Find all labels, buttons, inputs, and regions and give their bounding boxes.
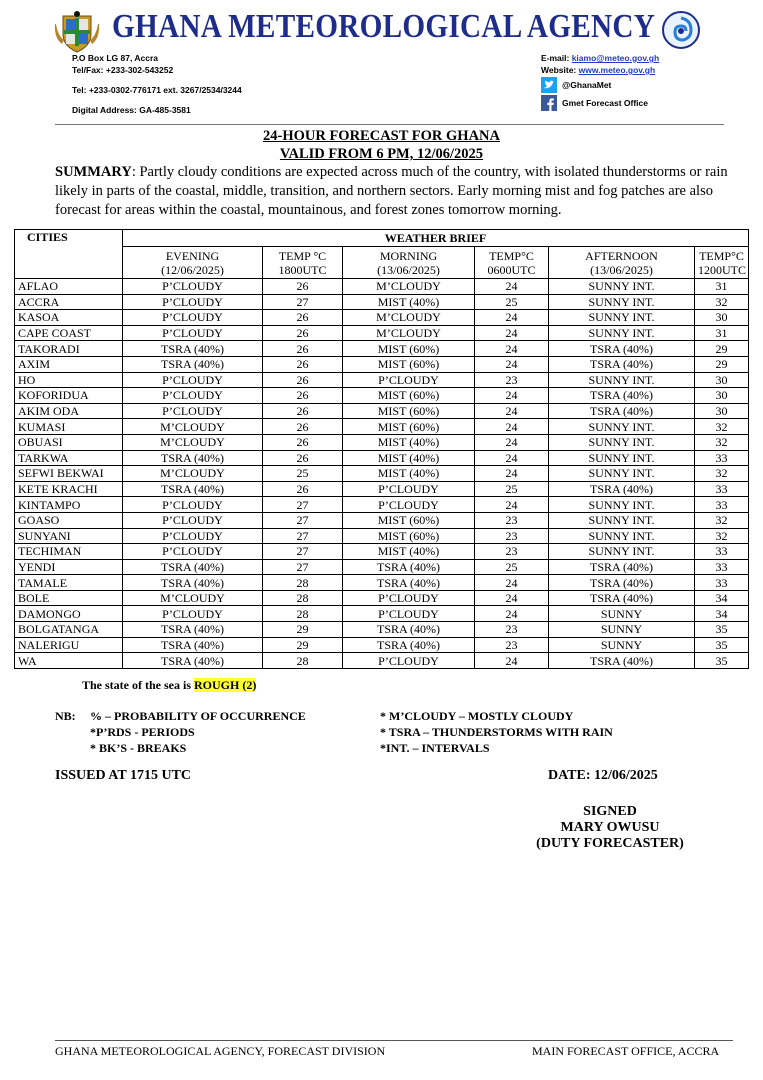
- footer-left: GHANA METEOROLOGICAL AGENCY, FORECAST DIVISION: [55, 1044, 386, 1058]
- table-row: [15, 356, 749, 372]
- cell-afternoon: TSRA (40%): [549, 590, 695, 606]
- table-row: [15, 497, 749, 513]
- cell-temp-1800: 26: [263, 388, 343, 404]
- cell-afternoon: TSRA (40%): [549, 403, 695, 419]
- cell-temp-0600: 24: [475, 575, 549, 591]
- table-row: [15, 434, 749, 450]
- cell-temp-1800: 26: [263, 450, 343, 466]
- cell-afternoon: TSRA (40%): [549, 481, 695, 497]
- cell-afternoon: SUNNY INT.: [549, 544, 695, 560]
- cell-temp-0600: 23: [475, 622, 549, 638]
- cell-morning: M’CLOUDY: [343, 325, 475, 341]
- table-row: [15, 606, 749, 622]
- cell-temp-1200: 32: [695, 466, 749, 482]
- table-row: [15, 544, 749, 560]
- cell-morning: M’CLOUDY: [343, 310, 475, 326]
- cell-city: AFLAO: [15, 279, 123, 295]
- coat-of-arms-icon: [54, 10, 100, 54]
- cell-morning: MIST (40%): [343, 434, 475, 450]
- cell-city: DAMONGO: [15, 606, 123, 622]
- summary-text: : Partly cloudy conditions are expected across much of the country, with isolated thunderstorms or rain likely in parts of the coastal, middle, transition, and northern sectors. Early morning mist and fog patches are also forecast for areas within the coastal, mountainous, and forest zones tomorrow morning.: [55, 164, 728, 218]
- table-row: [15, 622, 749, 638]
- gmet-logo-icon: [661, 10, 701, 50]
- cell-temp-1800: 27: [263, 294, 343, 310]
- notes-left: [90, 708, 306, 756]
- cell-temp-0600: 24: [475, 497, 549, 513]
- cell-afternoon: SUNNY INT.: [549, 450, 695, 466]
- cell-temp-1200: 35: [695, 653, 749, 669]
- cell-temp-0600: 23: [475, 544, 549, 560]
- cell-temp-1800: 27: [263, 559, 343, 575]
- cell-evening: TSRA (40%): [123, 481, 263, 497]
- cell-temp-0600: 24: [475, 653, 549, 669]
- cell-temp-1800: 25: [263, 466, 343, 482]
- table-row: [15, 481, 749, 497]
- cell-evening: TSRA (40%): [123, 341, 263, 357]
- cell-morning: P’CLOUDY: [343, 606, 475, 622]
- cell-afternoon: SUNNY INT.: [549, 512, 695, 528]
- cell-city: KETE KRACHI: [15, 481, 123, 497]
- cell-city: WA: [15, 653, 123, 669]
- cell-evening: P’CLOUDY: [123, 294, 263, 310]
- cell-city: TAMALE: [15, 575, 123, 591]
- cities-header: CITIES: [15, 230, 123, 279]
- cell-afternoon: TSRA (40%): [549, 356, 695, 372]
- cell-temp-1200: 33: [695, 544, 749, 560]
- col-temp-1800: TEMP °C 1800UTC: [263, 247, 343, 279]
- cell-evening: P’CLOUDY: [123, 606, 263, 622]
- cell-evening: TSRA (40%): [123, 356, 263, 372]
- cell-morning: TSRA (40%): [343, 575, 475, 591]
- forecast-title: 24-HOUR FORECAST FOR GHANA: [263, 128, 500, 144]
- cell-afternoon: TSRA (40%): [549, 575, 695, 591]
- cell-morning: MIST (40%): [343, 466, 475, 482]
- cell-temp-1200: 32: [695, 294, 749, 310]
- forecaster-name: MARY OWUSU: [560, 820, 660, 835]
- table-row: [15, 637, 749, 653]
- twitter-icon: [541, 77, 557, 93]
- cell-temp-1200: 32: [695, 528, 749, 544]
- signature-block: [520, 804, 700, 852]
- cell-temp-1800: 26: [263, 341, 343, 357]
- cell-temp-1200: 30: [695, 372, 749, 388]
- cell-temp-1200: 33: [695, 450, 749, 466]
- cell-temp-1200: 32: [695, 512, 749, 528]
- cell-temp-0600: 25: [475, 481, 549, 497]
- cell-evening: TSRA (40%): [123, 450, 263, 466]
- website-link[interactable]: www.meteo.gov.gh: [578, 65, 656, 75]
- cell-evening: P’CLOUDY: [123, 544, 263, 560]
- table-row: [15, 372, 749, 388]
- note-breaks: * BK’S - BREAKS: [90, 741, 187, 755]
- cell-temp-1800: 29: [263, 637, 343, 653]
- sea-state-value: ROUGH (2): [193, 678, 257, 692]
- cell-evening: P’CLOUDY: [123, 497, 263, 513]
- cell-city: BOLGATANGA: [15, 622, 123, 638]
- cell-temp-1200: 31: [695, 325, 749, 341]
- cell-morning: TSRA (40%): [343, 637, 475, 653]
- cell-temp-1200: 32: [695, 434, 749, 450]
- cell-afternoon: TSRA (40%): [549, 653, 695, 669]
- cell-morning: P’CLOUDY: [343, 372, 475, 388]
- footer-divider: [55, 1040, 733, 1041]
- cell-temp-1800: 28: [263, 575, 343, 591]
- cell-city: TARKWA: [15, 450, 123, 466]
- cell-temp-1800: 26: [263, 481, 343, 497]
- cell-temp-0600: 23: [475, 637, 549, 653]
- note-periods: *P’RDS - PERIODS: [90, 725, 195, 739]
- column-header-row: [15, 247, 749, 279]
- facebook-icon: [541, 95, 557, 111]
- cell-afternoon: SUNNY INT.: [549, 325, 695, 341]
- cell-evening: P’CLOUDY: [123, 279, 263, 295]
- note-probability: % – PROBABILITY OF OCCURRENCE: [90, 709, 306, 723]
- cell-temp-0600: 24: [475, 403, 549, 419]
- cell-evening: P’CLOUDY: [123, 512, 263, 528]
- cell-temp-1200: 33: [695, 497, 749, 513]
- table-row: [15, 325, 749, 341]
- cell-temp-0600: 24: [475, 388, 549, 404]
- po-box: P.O Box LG 87, Accra: [72, 53, 158, 63]
- cell-afternoon: TSRA (40%): [549, 388, 695, 404]
- forecast-valid-from: VALID FROM 6 PM, 12/06/2025: [279, 146, 484, 162]
- table-row: [15, 341, 749, 357]
- cell-evening: M’CLOUDY: [123, 434, 263, 450]
- email-link[interactable]: kiamo@meteo.gov.gh: [571, 53, 660, 63]
- tel-fax: Tel/Fax: +233-302-543252: [72, 65, 174, 75]
- cell-city: AKIM ODA: [15, 403, 123, 419]
- cell-temp-1800: 26: [263, 310, 343, 326]
- telephone: Tel: +233-0302-776171 ext. 3267/2534/3244: [72, 85, 242, 95]
- note-tsra: * TSRA – THUNDERSTORMS WITH RAIN: [380, 725, 613, 739]
- signed-label: SIGNED: [583, 804, 637, 819]
- cell-temp-0600: 24: [475, 356, 549, 372]
- table-row: [15, 512, 749, 528]
- cell-evening: P’CLOUDY: [123, 325, 263, 341]
- cell-city: GOASO: [15, 512, 123, 528]
- cell-temp-1200: 30: [695, 388, 749, 404]
- cell-city: TECHIMAN: [15, 544, 123, 560]
- cell-temp-1800: 26: [263, 434, 343, 450]
- cell-morning: MIST (60%): [343, 341, 475, 357]
- cell-morning: P’CLOUDY: [343, 497, 475, 513]
- table-row: [15, 653, 749, 669]
- forecaster-role: (DUTY FORECASTER): [536, 836, 684, 851]
- cell-temp-1800: 27: [263, 497, 343, 513]
- footer-right: MAIN FORECAST OFFICE, ACCRA: [532, 1044, 720, 1058]
- cell-afternoon: SUNNY INT.: [549, 434, 695, 450]
- cell-city: CAPE COAST: [15, 325, 123, 341]
- cell-evening: P’CLOUDY: [123, 310, 263, 326]
- email-label: E-mail:: [541, 53, 572, 63]
- cell-city: KINTAMPO: [15, 497, 123, 513]
- cell-afternoon: TSRA (40%): [549, 559, 695, 575]
- cell-city: BOLE: [15, 590, 123, 606]
- agency-title: GHANA METEOROLOGICAL AGENCY: [112, 8, 656, 45]
- table-row: [15, 590, 749, 606]
- cell-evening: TSRA (40%): [123, 559, 263, 575]
- twitter-handle: @GhanaMet: [562, 80, 612, 90]
- cell-temp-0600: 23: [475, 372, 549, 388]
- col-morning: MORNING (13/06/2025): [343, 247, 475, 279]
- notes-label: NB:: [55, 709, 76, 723]
- table-row: [15, 559, 749, 575]
- cell-temp-1200: 35: [695, 637, 749, 653]
- cell-temp-1800: 27: [263, 528, 343, 544]
- table-row: [15, 403, 749, 419]
- cell-afternoon: SUNNY INT.: [549, 372, 695, 388]
- contact-block-right: [541, 52, 659, 112]
- website-label: Website:: [541, 65, 579, 75]
- forecast-table: [14, 229, 749, 669]
- table-row: [15, 466, 749, 482]
- cell-city: KOFORIDUA: [15, 388, 123, 404]
- cell-morning: P’CLOUDY: [343, 653, 475, 669]
- table-row: [15, 575, 749, 591]
- cell-city: OBUASI: [15, 434, 123, 450]
- cell-temp-1800: 28: [263, 590, 343, 606]
- cell-morning: MIST (60%): [343, 403, 475, 419]
- cell-temp-1200: 30: [695, 310, 749, 326]
- cell-temp-0600: 24: [475, 325, 549, 341]
- summary-label: SUMMARY: [55, 164, 132, 180]
- cell-city: YENDI: [15, 559, 123, 575]
- cell-city: NALERIGU: [15, 637, 123, 653]
- table-row: [15, 279, 749, 295]
- sea-state: [82, 678, 256, 693]
- cell-temp-1200: 34: [695, 590, 749, 606]
- cell-city: HO: [15, 372, 123, 388]
- col-evening: EVENING (12/06/2025): [123, 247, 263, 279]
- cell-temp-1200: 31: [695, 279, 749, 295]
- issue-date: DATE: 12/06/2025: [548, 768, 658, 783]
- note-intervals: *INT. – INTERVALS: [380, 741, 490, 755]
- table-row: [15, 528, 749, 544]
- cell-evening: M’CLOUDY: [123, 419, 263, 435]
- cell-temp-1800: 28: [263, 653, 343, 669]
- cell-evening: M’CLOUDY: [123, 590, 263, 606]
- col-afternoon: AFTERNOON (13/06/2025): [549, 247, 695, 279]
- cell-temp-0600: 25: [475, 294, 549, 310]
- cell-morning: MIST (60%): [343, 388, 475, 404]
- cell-temp-1800: 26: [263, 372, 343, 388]
- cell-temp-0600: 23: [475, 512, 549, 528]
- cell-evening: TSRA (40%): [123, 575, 263, 591]
- cell-temp-1200: 30: [695, 403, 749, 419]
- table-row: [15, 310, 749, 326]
- cell-temp-1200: 33: [695, 575, 749, 591]
- cell-city: ACCRA: [15, 294, 123, 310]
- cell-morning: MIST (60%): [343, 512, 475, 528]
- cell-morning: MIST (40%): [343, 544, 475, 560]
- cell-temp-0600: 24: [475, 466, 549, 482]
- cell-afternoon: SUNNY INT.: [549, 294, 695, 310]
- cell-evening: TSRA (40%): [123, 653, 263, 669]
- col-temp-1200: TEMP°C 1200UTC: [695, 247, 749, 279]
- table-row: [15, 419, 749, 435]
- cell-city: TAKORADI: [15, 341, 123, 357]
- cell-city: AXIM: [15, 356, 123, 372]
- cell-temp-1800: 27: [263, 544, 343, 560]
- facebook-page: Gmet Forecast Office: [562, 98, 648, 108]
- notes-right: [380, 708, 613, 756]
- cell-temp-0600: 24: [475, 341, 549, 357]
- cell-morning: MIST (40%): [343, 294, 475, 310]
- cell-temp-1800: 28: [263, 606, 343, 622]
- cell-temp-1200: 34: [695, 606, 749, 622]
- cell-evening: P’CLOUDY: [123, 528, 263, 544]
- cell-temp-1800: 26: [263, 356, 343, 372]
- issued-time: ISSUED AT 1715 UTC: [55, 768, 192, 783]
- cell-temp-1800: 26: [263, 325, 343, 341]
- header-divider: [55, 124, 724, 125]
- cell-temp-0600: 24: [475, 590, 549, 606]
- cell-city: SUNYANI: [15, 528, 123, 544]
- cell-morning: MIST (40%): [343, 450, 475, 466]
- cell-morning: MIST (60%): [343, 528, 475, 544]
- cell-afternoon: SUNNY INT.: [549, 419, 695, 435]
- cell-evening: TSRA (40%): [123, 637, 263, 653]
- cell-temp-1200: 35: [695, 622, 749, 638]
- cell-temp-1200: 33: [695, 559, 749, 575]
- cell-temp-1800: 26: [263, 403, 343, 419]
- cell-morning: M’CLOUDY: [343, 279, 475, 295]
- col-temp-0600: TEMP°C 0600UTC: [475, 247, 549, 279]
- cell-temp-0600: 24: [475, 606, 549, 622]
- cell-temp-0600: 25: [475, 559, 549, 575]
- contact-block-left: [72, 52, 242, 116]
- cell-afternoon: SUNNY: [549, 637, 695, 653]
- cell-temp-1800: 29: [263, 622, 343, 638]
- cell-morning: MIST (60%): [343, 356, 475, 372]
- cell-afternoon: TSRA (40%): [549, 341, 695, 357]
- cell-evening: TSRA (40%): [123, 622, 263, 638]
- cell-afternoon: SUNNY: [549, 622, 695, 638]
- cell-evening: P’CLOUDY: [123, 403, 263, 419]
- weather-brief-header: WEATHER BRIEF: [123, 230, 749, 247]
- cell-city: KASOA: [15, 310, 123, 326]
- sea-state-text: The state of the sea is: [82, 678, 194, 692]
- cell-temp-1800: 27: [263, 512, 343, 528]
- cell-city: KUMASI: [15, 419, 123, 435]
- cell-temp-0600: 23: [475, 528, 549, 544]
- table-row: [15, 294, 749, 310]
- facebook-row[interactable]: [541, 94, 659, 112]
- cell-temp-1200: 29: [695, 356, 749, 372]
- cell-afternoon: SUNNY INT.: [549, 528, 695, 544]
- cell-temp-0600: 24: [475, 419, 549, 435]
- cell-temp-1800: 26: [263, 419, 343, 435]
- cell-morning: TSRA (40%): [343, 559, 475, 575]
- cell-temp-1200: 33: [695, 481, 749, 497]
- cell-afternoon: SUNNY INT.: [549, 279, 695, 295]
- cell-temp-1200: 29: [695, 341, 749, 357]
- cell-evening: P’CLOUDY: [123, 388, 263, 404]
- cell-temp-0600: 24: [475, 434, 549, 450]
- note-mostly-cloudy: * M’CLOUDY – MOSTLY CLOUDY: [380, 709, 574, 723]
- table-header-row: [15, 230, 749, 247]
- cell-afternoon: SUNNY INT.: [549, 466, 695, 482]
- cell-temp-1200: 32: [695, 419, 749, 435]
- cell-morning: P’CLOUDY: [343, 590, 475, 606]
- cell-afternoon: SUNNY INT.: [549, 497, 695, 513]
- cell-temp-0600: 24: [475, 279, 549, 295]
- cell-temp-0600: 24: [475, 450, 549, 466]
- cell-temp-0600: 24: [475, 310, 549, 326]
- cell-evening: M’CLOUDY: [123, 466, 263, 482]
- cell-afternoon: SUNNY INT.: [549, 310, 695, 326]
- cell-city: SEFWI BEKWAI: [15, 466, 123, 482]
- cell-afternoon: SUNNY: [549, 606, 695, 622]
- cell-morning: P’CLOUDY: [343, 481, 475, 497]
- cell-evening: P’CLOUDY: [123, 372, 263, 388]
- cell-morning: TSRA (40%): [343, 622, 475, 638]
- digital-address: Digital Address: GA-485-3581: [72, 105, 191, 115]
- forecast-summary: [55, 163, 730, 220]
- table-row: [15, 388, 749, 404]
- cell-morning: MIST (60%): [343, 419, 475, 435]
- cell-temp-1800: 26: [263, 279, 343, 295]
- table-row: [15, 450, 749, 466]
- twitter-row[interactable]: [541, 76, 659, 94]
